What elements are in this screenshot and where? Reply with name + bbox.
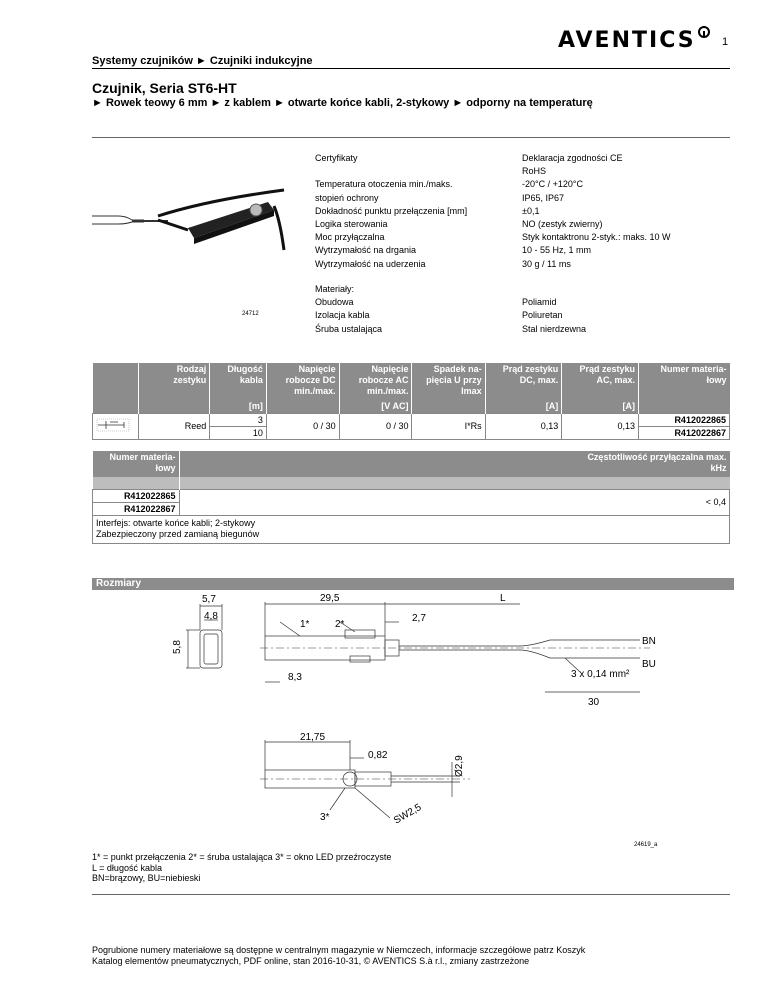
drawing-caption: 24619_a — [634, 842, 658, 848]
image-caption: 24712 — [242, 311, 259, 317]
cell-material-number: R412022867 — [123, 503, 176, 514]
spec-row — [315, 178, 735, 191]
header-material-number: Numer materia- łowy — [638, 363, 729, 400]
cell-ac-voltage: 0 / 30 — [339, 413, 412, 439]
spec-value: ±0,1 — [522, 205, 540, 216]
unit-dc-current: [A] — [485, 400, 562, 413]
header-dc-current: Prąd zestyku DC, max. — [485, 363, 562, 400]
spec-row — [315, 296, 735, 309]
spec-row — [315, 205, 735, 218]
spec-label: Certyfikaty — [315, 153, 358, 163]
spec-value: Poliamid — [522, 297, 557, 308]
cell-frequency: < 0,4 — [179, 489, 730, 515]
spec-label: stopień ochrony — [315, 192, 379, 203]
spec-label: Śruba ustalająca — [315, 323, 383, 334]
unit-ac-voltage: [V AC] — [339, 400, 412, 413]
breadcrumb: Systemy czujników ► Czujniki indukcyjne — [92, 55, 313, 67]
dim-5-8: 5,8 — [172, 640, 183, 654]
header-ac-voltage: Napięcie robocze AC min./max. — [339, 363, 412, 400]
dim-8-3: 8,3 — [288, 672, 302, 683]
header-ac-current: Prąd zestyku AC, max. — [562, 363, 639, 400]
spec-row — [315, 231, 735, 244]
spec-row — [315, 152, 735, 165]
spec-row — [315, 258, 735, 271]
cell-length: 10 — [252, 427, 263, 438]
note-3: 3* — [320, 812, 330, 823]
note-2: 2* — [335, 619, 345, 630]
spec-label: Temperatura otoczenia min./maks. — [315, 179, 453, 190]
cell-ac-current: 0,13 — [562, 413, 639, 439]
spec-row — [315, 165, 735, 178]
wire-bn: BN — [642, 636, 656, 647]
spec-label: Moc przyłączalna — [315, 232, 385, 243]
header-voltage-drop: Spadek na- pięcia U przy Imax — [412, 363, 485, 400]
reed-symbol-icon — [93, 413, 139, 439]
spec-row — [315, 192, 735, 205]
spec-value: Poliuretan — [522, 310, 563, 321]
logo-mark-icon — [698, 26, 710, 40]
cell-contact: Reed — [138, 413, 210, 439]
spec-value: 10 - 55 Hz, 1 mm — [522, 245, 592, 256]
unit-cable-length: [m] — [210, 400, 267, 413]
spec-value: Stal nierdzewna — [522, 323, 587, 334]
header-rule — [92, 68, 730, 69]
table-row — [93, 489, 730, 515]
header-dc-voltage: Napięcie robocze DC min./max. — [266, 363, 339, 400]
spec-label: Obudowa — [315, 297, 354, 308]
wire-bu: BU — [642, 659, 656, 670]
brand-logo: AVENTICS — [558, 28, 696, 53]
spec-value: RoHS — [522, 166, 547, 177]
cell-voltage-drop: I*Rs — [412, 413, 485, 439]
spec-label: Logika sterowania — [315, 218, 388, 229]
spec-row — [315, 283, 735, 296]
spec-value: NO (zestyk zwierny) — [522, 218, 603, 229]
dim-sw-2-5: SW2,5 — [392, 802, 424, 827]
section-dimensions: Rozmiary — [92, 578, 734, 590]
cell-material-number: R412022865 — [639, 414, 729, 427]
cable-spec: 3 x 0,14 mm² — [571, 669, 630, 680]
header-contact-type: Rodzaj zestyku — [138, 363, 210, 400]
spec-row — [315, 244, 735, 257]
unit-ac-current: [A] — [562, 400, 639, 413]
footer-rule — [92, 894, 730, 895]
spec-label: Izolacja kabla — [315, 310, 370, 321]
cell-material-number: R412022867 — [674, 427, 726, 438]
spec-row — [315, 218, 735, 231]
dimension-drawing — [150, 592, 670, 852]
spec-list — [315, 152, 735, 271]
dim-21-75: 21,75 — [300, 732, 326, 743]
dim-0-82: 0,82 — [368, 750, 388, 761]
spec-value: Styk kontaktronu 2-styk.: maks. 10 W — [522, 232, 671, 243]
dim-phi-2-9: Ø2,9 — [454, 755, 465, 777]
table-notes: Interfejs: otwarte końce kabli; 2-stykowy Zabezpieczony przed zamianą biegunów — [93, 515, 730, 543]
footer: Pogrubione numery materiałowe są dostępne w centralnym magazynie w Niemczech, informacje szczegółowe patrz Koszyk Katalog elementów pneumatycznych, PDF online, stan 2016-10-31, © AVENTICS S.à r.l., zmiany zastrzeżone — [92, 945, 586, 966]
page-number: 1 — [722, 36, 729, 48]
header-material-number-2: Numer materia- łowy — [93, 451, 180, 477]
product-table — [92, 363, 730, 440]
spec-label: Wytrzymałość na uderzenia — [315, 258, 426, 269]
legend: 1* = punkt przełączenia 2* = śruba ustalająca 3* = okno LED przeźroczyste L = długość kabla BN=brązowy, BU=niebieski — [92, 852, 392, 883]
page-subtitle: ► Rowek teowy 6 mm ► z kablem ► otwarte końce kabli, 2-stykowy ► odporny na temperaturę — [92, 97, 593, 109]
table-row — [93, 413, 730, 439]
spec-label: Dokładność punktu przełączenia [mm] — [315, 205, 468, 216]
spec-value: -20°C / +120°C — [522, 179, 583, 190]
spec-row — [315, 323, 735, 336]
spec-label: Wytrzymałość na drgania — [315, 245, 416, 256]
spec-label: Materiały: — [315, 284, 355, 294]
cell-material-number: R412022865 — [93, 490, 179, 503]
dim-5-7: 5,7 — [202, 594, 216, 605]
dim-30: 30 — [588, 697, 600, 708]
dim-2-7: 2,7 — [412, 613, 426, 624]
note-1: 1* — [300, 619, 310, 630]
header-switching-frequency: Częstotliwość przyłączalna max. kHz — [179, 451, 730, 477]
dim-L: L — [500, 593, 506, 604]
cell-dc-voltage: 0 / 30 — [266, 413, 339, 439]
cell-dc-current: 0,13 — [485, 413, 562, 439]
frequency-table — [92, 451, 730, 544]
dim-4-8: 4,8 — [204, 611, 218, 622]
title-rule — [92, 137, 730, 138]
header-cable-length: Długość kabla — [210, 363, 267, 400]
spec-value: 30 g / 11 ms — [522, 258, 571, 269]
product-image — [88, 180, 288, 270]
spec-value: IP65, IP67 — [522, 192, 565, 203]
spec-value: Deklaracja zgodności CE — [522, 153, 623, 163]
header-icon-col — [93, 363, 139, 400]
materials-list — [315, 283, 735, 336]
cell-length: 3 — [210, 414, 266, 427]
spec-row — [315, 309, 735, 322]
page-title: Czujnik, Seria ST6-HT — [92, 80, 237, 96]
dim-29-5: 29,5 — [320, 593, 340, 604]
